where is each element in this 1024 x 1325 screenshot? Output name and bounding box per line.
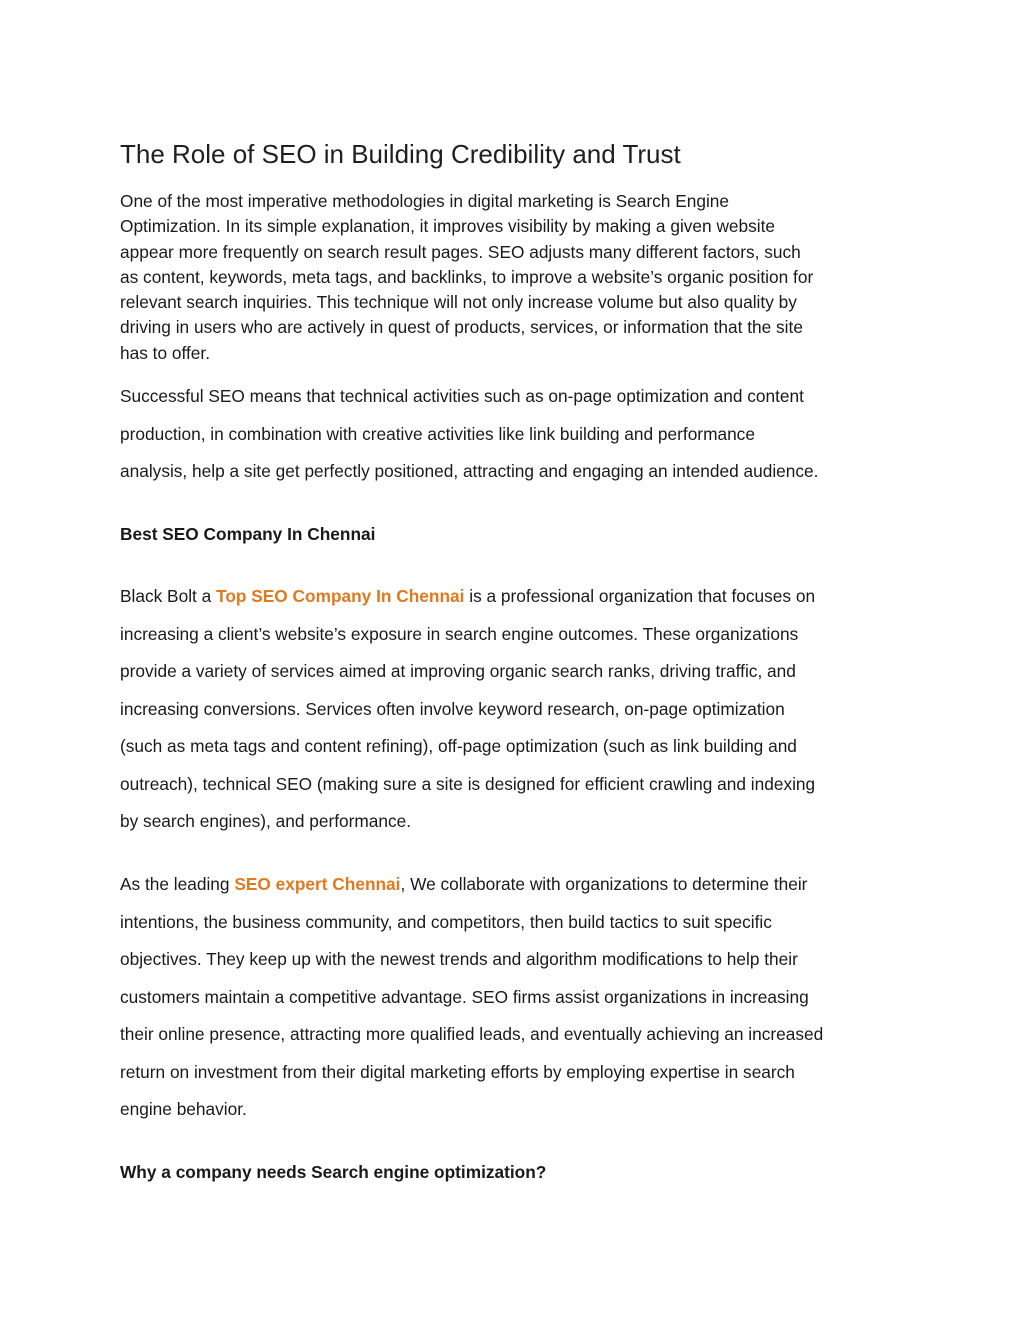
page-title: The Role of SEO in Building Credibility and Trust: [120, 139, 681, 169]
intro-line: relevant search inquiries. This technique will not only increase volume but also quality by: [120, 292, 797, 313]
black-bolt-line: (such as meta tags and content refining), off-page optimization (such as link building and: [120, 736, 797, 756]
black-bolt-paragraph: [120, 578, 910, 841]
black-bolt-lead: Black Bolt a: [120, 586, 217, 606]
seo-expert-first-line: [120, 866, 910, 904]
black-bolt-first-line: [120, 578, 910, 616]
seo-expert-line: objectives. They keep up with the newest trends and algorithm modifications to help their: [120, 949, 798, 969]
seo-expert-line: return on investment from their digital marketing efforts by employing expertise in search: [120, 1061, 795, 1082]
seo-expert-line: engine behavior.: [120, 1099, 247, 1119]
successful-line: Successful SEO means that technical activities such as on-page optimization and content: [120, 386, 804, 406]
successful-line: production, in combination with creative activities like link building and performance: [120, 423, 755, 444]
seo-expert-line: their online presence, attracting more qualified leads, and eventually achieving an increased: [120, 1024, 824, 1044]
black-bolt-line: increasing conversions. Services often involve keyword research, on-page optimization: [120, 698, 785, 719]
black-bolt-line: provide a variety of services aimed at improving organic search ranks, driving traffic, and: [120, 661, 796, 681]
intro-line: has to offer.: [120, 342, 210, 363]
black-bolt-line: increasing a client’s website’s exposure in search engine outcomes. These organizations: [120, 623, 799, 644]
seo-expert-line: customers maintain a competitive advantage. SEO firms assist organizations in increasing: [120, 986, 809, 1007]
successful-line: analysis, help a site get perfectly positioned, attracting and engaging an intended audience.: [120, 461, 819, 481]
seo-expert-line: intentions, the business community, and competitors, then build tactics to suit specific: [120, 911, 772, 932]
successful-seo-paragraph: [120, 378, 910, 491]
seo-expert-lead: As the leading: [120, 874, 235, 894]
intro-line: appear more frequently on search result pages. SEO adjusts many different factors, such: [120, 241, 801, 262]
top-seo-company-link[interactable]: Top SEO Company In Chennai: [216, 586, 465, 606]
seo-expert-paragraph: [120, 866, 910, 1129]
intro-line: as content, keywords, meta tags, and backlinks, to improve a website’s organic position for: [120, 266, 814, 287]
intro-line: One of the most imperative methodologies in digital marketing is Search Engine: [120, 191, 730, 211]
seo-expert-chennai-link[interactable]: SEO expert Chennai: [234, 874, 401, 894]
section-heading-best-seo-company: Best SEO Company In Chennai: [120, 524, 376, 544]
intro-line: driving in users who are actively in quest of products, services, or information that the site: [120, 317, 803, 338]
section-heading-why-company-needs-seo: Why a company needs Search engine optimization?: [120, 1162, 547, 1182]
black-bolt-first-line-rest: is a professional organization that focuses on: [464, 586, 816, 606]
intro-paragraph: [120, 189, 910, 366]
black-bolt-line: by search engines), and performance.: [120, 811, 412, 831]
seo-expert-first-line-rest: , We collaborate with organizations to determine their: [400, 874, 808, 894]
intro-line: Optimization. In its simple explanation, it improves visibility by making a given website: [120, 216, 776, 237]
black-bolt-line: outreach), technical SEO (making sure a site is designed for efficient crawling and indexing: [120, 773, 816, 794]
